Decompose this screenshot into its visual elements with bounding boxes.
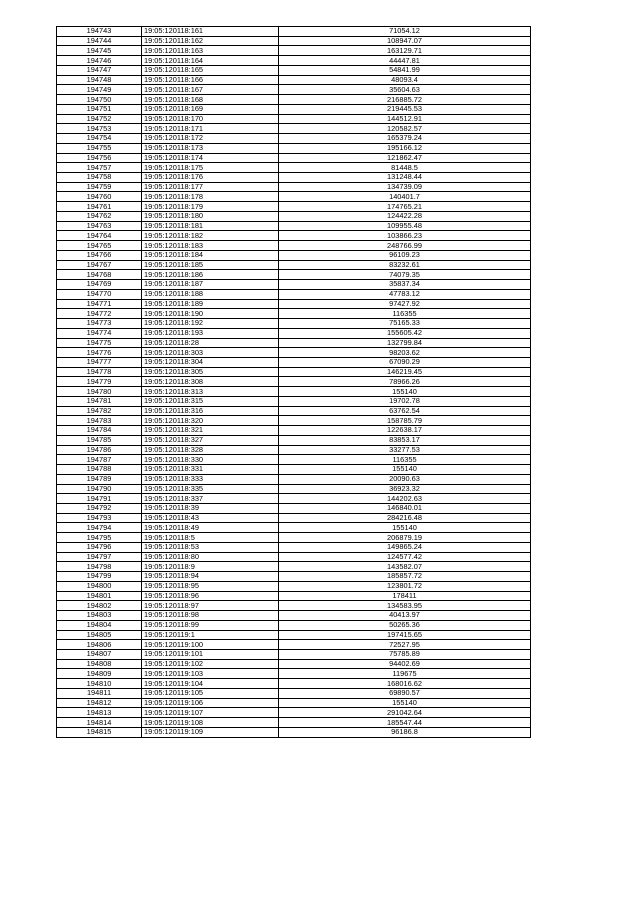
table-row	[57, 611, 531, 621]
row-number-cell: 194744	[57, 36, 142, 46]
table-body	[57, 27, 531, 738]
row-number-cell: 194795	[57, 533, 142, 543]
row-number-cell: 194754	[57, 134, 142, 144]
table-row	[57, 367, 531, 377]
value-cell: 134739.09	[279, 182, 531, 192]
cadastral-number-cell: 19:05:120118:305	[142, 367, 279, 377]
value-cell: 131248.44	[279, 173, 531, 183]
table-row	[57, 163, 531, 173]
value-cell: 75785.89	[279, 650, 531, 660]
cadastral-number-cell: 19:05:120119:105	[142, 688, 279, 698]
table-row	[57, 338, 531, 348]
cadastral-number-cell: 19:05:120118:186	[142, 270, 279, 280]
cadastral-number-cell: 19:05:120118:99	[142, 620, 279, 630]
cadastral-number-cell: 19:05:120118:182	[142, 231, 279, 241]
value-cell: 44447.81	[279, 56, 531, 66]
row-number-cell: 194775	[57, 338, 142, 348]
table-row	[57, 572, 531, 582]
value-cell: 75165.33	[279, 319, 531, 329]
table-row	[57, 630, 531, 640]
row-number-cell: 194791	[57, 494, 142, 504]
cadastral-number-cell: 19:05:120118:335	[142, 484, 279, 494]
row-number-cell: 194798	[57, 562, 142, 572]
table-row	[57, 348, 531, 358]
table-row	[57, 494, 531, 504]
value-cell: 74079.35	[279, 270, 531, 280]
value-cell: 146219.45	[279, 367, 531, 377]
cadastral-number-cell: 19:05:120118:9	[142, 562, 279, 572]
value-cell: 48093.4	[279, 75, 531, 85]
table-row	[57, 231, 531, 241]
row-number-cell: 194809	[57, 669, 142, 679]
value-cell: 116355	[279, 455, 531, 465]
cadastral-number-cell: 19:05:120118:190	[142, 309, 279, 319]
cadastral-number-cell: 19:05:120119:1	[142, 630, 279, 640]
cadastral-number-cell: 19:05:120118:328	[142, 445, 279, 455]
cadastral-number-cell: 19:05:120118:28	[142, 338, 279, 348]
row-number-cell: 194753	[57, 124, 142, 134]
value-cell: 144512.91	[279, 114, 531, 124]
value-cell: 35604.63	[279, 85, 531, 95]
row-number-cell: 194805	[57, 630, 142, 640]
value-cell: 185857.72	[279, 572, 531, 582]
table-row	[57, 289, 531, 299]
value-cell: 35837.34	[279, 280, 531, 290]
value-cell: 72527.95	[279, 640, 531, 650]
table-row	[57, 65, 531, 75]
cadastral-number-cell: 19:05:120118:177	[142, 182, 279, 192]
table-row	[57, 650, 531, 660]
cadastral-number-cell: 19:05:120118:97	[142, 601, 279, 611]
table-row	[57, 562, 531, 572]
row-number-cell: 194811	[57, 688, 142, 698]
table-row	[57, 435, 531, 445]
cadastral-number-cell: 19:05:120118:166	[142, 75, 279, 85]
cadastral-number-cell: 19:05:120118:181	[142, 221, 279, 231]
cadastral-number-cell: 19:05:120118:185	[142, 260, 279, 270]
row-number-cell: 194779	[57, 377, 142, 387]
table-row	[57, 727, 531, 737]
table-row	[57, 503, 531, 513]
value-cell: 155605.42	[279, 328, 531, 338]
value-cell: 50265.36	[279, 620, 531, 630]
row-number-cell: 194797	[57, 552, 142, 562]
table-row	[57, 270, 531, 280]
value-cell: 69890.57	[279, 688, 531, 698]
table-row	[57, 455, 531, 465]
row-number-cell: 194806	[57, 640, 142, 650]
row-number-cell: 194813	[57, 708, 142, 718]
value-cell: 140401.7	[279, 192, 531, 202]
row-number-cell: 194745	[57, 46, 142, 56]
row-number-cell: 194810	[57, 679, 142, 689]
value-cell: 36923.32	[279, 484, 531, 494]
cadastral-number-cell: 19:05:120118:43	[142, 513, 279, 523]
cadastral-number-cell: 19:05:120118:168	[142, 95, 279, 105]
cadastral-number-cell: 19:05:120118:315	[142, 396, 279, 406]
cadastral-number-cell: 19:05:120118:167	[142, 85, 279, 95]
row-number-cell: 194774	[57, 328, 142, 338]
row-number-cell: 194765	[57, 241, 142, 251]
table-row	[57, 426, 531, 436]
value-cell: 291042.64	[279, 708, 531, 718]
cadastral-number-cell: 19:05:120118:308	[142, 377, 279, 387]
table-row	[57, 484, 531, 494]
value-cell: 143582.07	[279, 562, 531, 572]
row-number-cell: 194762	[57, 211, 142, 221]
table-row	[57, 377, 531, 387]
cadastral-number-cell: 19:05:120118:171	[142, 124, 279, 134]
cadastral-number-cell: 19:05:120118:173	[142, 143, 279, 153]
row-number-cell: 194760	[57, 192, 142, 202]
cadastral-number-cell: 19:05:120118:187	[142, 280, 279, 290]
value-cell: 146840.01	[279, 503, 531, 513]
table-row	[57, 75, 531, 85]
row-number-cell: 194751	[57, 104, 142, 114]
table-row	[57, 416, 531, 426]
row-number-cell: 194758	[57, 173, 142, 183]
table-row	[57, 104, 531, 114]
table-row	[57, 27, 531, 37]
cadastral-number-cell: 19:05:120118:331	[142, 465, 279, 475]
cadastral-number-cell: 19:05:120119:102	[142, 659, 279, 669]
row-number-cell: 194815	[57, 727, 142, 737]
value-cell: 216885.72	[279, 95, 531, 105]
cadastral-number-cell: 19:05:120118:321	[142, 426, 279, 436]
value-cell: 54841.99	[279, 65, 531, 75]
value-cell: 96186.8	[279, 727, 531, 737]
cadastral-number-cell: 19:05:120118:98	[142, 611, 279, 621]
table-row	[57, 173, 531, 183]
row-number-cell: 194790	[57, 484, 142, 494]
row-number-cell: 194761	[57, 202, 142, 212]
table-row	[57, 241, 531, 251]
cadastral-number-cell: 19:05:120118:320	[142, 416, 279, 426]
cadastral-number-cell: 19:05:120118:192	[142, 319, 279, 329]
cadastral-number-cell: 19:05:120118:49	[142, 523, 279, 533]
value-cell: 284216.48	[279, 513, 531, 523]
row-number-cell: 194784	[57, 426, 142, 436]
value-cell: 163129.71	[279, 46, 531, 56]
value-cell: 33277.53	[279, 445, 531, 455]
row-number-cell: 194802	[57, 601, 142, 611]
table-row	[57, 260, 531, 270]
row-number-cell: 194763	[57, 221, 142, 231]
cadastral-number-cell: 19:05:120118:184	[142, 250, 279, 260]
row-number-cell: 194778	[57, 367, 142, 377]
value-cell: 158785.79	[279, 416, 531, 426]
row-number-cell: 194746	[57, 56, 142, 66]
cadastral-number-cell: 19:05:120118:96	[142, 591, 279, 601]
cadastral-number-cell: 19:05:120118:169	[142, 104, 279, 114]
cadastral-number-cell: 19:05:120118:304	[142, 357, 279, 367]
table-row	[57, 85, 531, 95]
table-row	[57, 250, 531, 260]
value-cell: 20090.63	[279, 474, 531, 484]
cadastral-number-cell: 19:05:120119:104	[142, 679, 279, 689]
value-cell: 63762.54	[279, 406, 531, 416]
row-number-cell: 194755	[57, 143, 142, 153]
value-cell: 155140	[279, 387, 531, 397]
value-cell: 83853.17	[279, 435, 531, 445]
value-cell: 132799.84	[279, 338, 531, 348]
row-number-cell: 194803	[57, 611, 142, 621]
cadastral-number-cell: 19:05:120119:109	[142, 727, 279, 737]
cadastral-number-cell: 19:05:120118:95	[142, 581, 279, 591]
row-number-cell: 194783	[57, 416, 142, 426]
table-row	[57, 134, 531, 144]
value-cell: 78966.26	[279, 377, 531, 387]
value-cell: 98203.62	[279, 348, 531, 358]
row-number-cell: 194814	[57, 718, 142, 728]
table-row	[57, 640, 531, 650]
table-row	[57, 319, 531, 329]
row-number-cell: 194772	[57, 309, 142, 319]
table-row	[57, 591, 531, 601]
cadastral-number-cell: 19:05:120118:162	[142, 36, 279, 46]
row-number-cell: 194807	[57, 650, 142, 660]
table-row	[57, 669, 531, 679]
value-cell: 165379.24	[279, 134, 531, 144]
value-cell: 219445.53	[279, 104, 531, 114]
cadastral-number-cell: 19:05:120118:170	[142, 114, 279, 124]
value-cell: 174765.21	[279, 202, 531, 212]
cadastral-number-cell: 19:05:120118:80	[142, 552, 279, 562]
value-cell: 124577.42	[279, 552, 531, 562]
row-number-cell: 194768	[57, 270, 142, 280]
cadastral-number-cell: 19:05:120118:180	[142, 211, 279, 221]
table-row	[57, 698, 531, 708]
cadastral-number-cell: 19:05:120119:106	[142, 698, 279, 708]
row-number-cell: 194777	[57, 357, 142, 367]
table-row	[57, 552, 531, 562]
value-cell: 120582.57	[279, 124, 531, 134]
table-row	[57, 114, 531, 124]
table-row	[57, 192, 531, 202]
cadastral-number-cell: 19:05:120118:337	[142, 494, 279, 504]
table-row	[57, 513, 531, 523]
table-row	[57, 406, 531, 416]
table-row	[57, 357, 531, 367]
value-cell: 195166.12	[279, 143, 531, 153]
row-number-cell: 194752	[57, 114, 142, 124]
cadastral-number-cell: 19:05:120118:313	[142, 387, 279, 397]
cadastral-number-cell: 19:05:120118:188	[142, 289, 279, 299]
cadastral-number-cell: 19:05:120118:53	[142, 542, 279, 552]
cadastral-number-cell: 19:05:120118:189	[142, 299, 279, 309]
cadastral-number-cell: 19:05:120118:5	[142, 533, 279, 543]
table-row	[57, 718, 531, 728]
table-row	[57, 309, 531, 319]
value-cell: 124422.28	[279, 211, 531, 221]
table-row	[57, 182, 531, 192]
cadastral-number-cell: 19:05:120119:103	[142, 669, 279, 679]
table-row	[57, 474, 531, 484]
row-number-cell: 194792	[57, 503, 142, 513]
value-cell: 155140	[279, 523, 531, 533]
cadastral-number-cell: 19:05:120118:327	[142, 435, 279, 445]
row-number-cell: 194804	[57, 620, 142, 630]
cadastral-number-cell: 19:05:120118:175	[142, 163, 279, 173]
row-number-cell: 194788	[57, 465, 142, 475]
table-row	[57, 328, 531, 338]
value-cell: 134583.95	[279, 601, 531, 611]
table-row	[57, 581, 531, 591]
table-row	[57, 95, 531, 105]
row-number-cell: 194769	[57, 280, 142, 290]
value-cell: 144202.63	[279, 494, 531, 504]
row-number-cell: 194801	[57, 591, 142, 601]
value-cell: 71054.12	[279, 27, 531, 37]
value-cell: 155140	[279, 465, 531, 475]
cadastral-number-cell: 19:05:120118:176	[142, 173, 279, 183]
row-number-cell: 194781	[57, 396, 142, 406]
cadastral-number-cell: 19:05:120118:164	[142, 56, 279, 66]
cadastral-number-cell: 19:05:120118:333	[142, 474, 279, 484]
value-cell: 19702.78	[279, 396, 531, 406]
table-row	[57, 46, 531, 56]
row-number-cell: 194773	[57, 319, 142, 329]
row-number-cell: 194747	[57, 65, 142, 75]
table-row	[57, 153, 531, 163]
row-number-cell: 194812	[57, 698, 142, 708]
cadastral-number-cell: 19:05:120118:165	[142, 65, 279, 75]
value-cell: 178411	[279, 591, 531, 601]
value-cell: 206879.19	[279, 533, 531, 543]
value-cell: 47783.12	[279, 289, 531, 299]
table-row	[57, 280, 531, 290]
value-cell: 96109.23	[279, 250, 531, 260]
row-number-cell: 194756	[57, 153, 142, 163]
value-cell: 97427.92	[279, 299, 531, 309]
cadastral-number-cell: 19:05:120118:303	[142, 348, 279, 358]
value-cell: 122638.17	[279, 426, 531, 436]
cadastral-number-cell: 19:05:120119:108	[142, 718, 279, 728]
value-cell: 168016.62	[279, 679, 531, 689]
value-cell: 108947.07	[279, 36, 531, 46]
table-row	[57, 601, 531, 611]
row-number-cell: 194749	[57, 85, 142, 95]
row-number-cell: 194770	[57, 289, 142, 299]
cadastral-number-cell: 19:05:120118:39	[142, 503, 279, 513]
table-row	[57, 523, 531, 533]
row-number-cell: 194767	[57, 260, 142, 270]
cadastral-number-cell: 19:05:120118:174	[142, 153, 279, 163]
row-number-cell: 194764	[57, 231, 142, 241]
row-number-cell: 194789	[57, 474, 142, 484]
row-number-cell: 194771	[57, 299, 142, 309]
row-number-cell: 194757	[57, 163, 142, 173]
value-cell: 109955.48	[279, 221, 531, 231]
row-number-cell: 194759	[57, 182, 142, 192]
row-number-cell: 194787	[57, 455, 142, 465]
data-table	[56, 26, 531, 738]
table-row	[57, 202, 531, 212]
cadastral-number-cell: 19:05:120119:101	[142, 650, 279, 660]
table-row	[57, 211, 531, 221]
table-row	[57, 679, 531, 689]
value-cell: 123801.72	[279, 581, 531, 591]
table-row	[57, 542, 531, 552]
table-row	[57, 708, 531, 718]
row-number-cell: 194799	[57, 572, 142, 582]
value-cell: 81448.5	[279, 163, 531, 173]
cadastral-number-cell: 19:05:120118:179	[142, 202, 279, 212]
table-row	[57, 396, 531, 406]
row-number-cell: 194776	[57, 348, 142, 358]
row-number-cell: 194782	[57, 406, 142, 416]
value-cell: 94402.69	[279, 659, 531, 669]
row-number-cell: 194796	[57, 542, 142, 552]
cadastral-number-cell: 19:05:120119:107	[142, 708, 279, 718]
value-cell: 116355	[279, 309, 531, 319]
value-cell: 40413.97	[279, 611, 531, 621]
row-number-cell: 194780	[57, 387, 142, 397]
cadastral-number-cell: 19:05:120118:163	[142, 46, 279, 56]
value-cell: 67090.29	[279, 357, 531, 367]
cadastral-number-cell: 19:05:120118:330	[142, 455, 279, 465]
row-number-cell: 194793	[57, 513, 142, 523]
cadastral-number-cell: 19:05:120118:94	[142, 572, 279, 582]
cadastral-number-cell: 19:05:120119:100	[142, 640, 279, 650]
value-cell: 119675	[279, 669, 531, 679]
value-cell: 197415.65	[279, 630, 531, 640]
table-row	[57, 659, 531, 669]
cadastral-number-cell: 19:05:120118:178	[142, 192, 279, 202]
value-cell: 149865.24	[279, 542, 531, 552]
row-number-cell: 194785	[57, 435, 142, 445]
table-row	[57, 221, 531, 231]
table-row	[57, 533, 531, 543]
table-row	[57, 465, 531, 475]
row-number-cell: 194750	[57, 95, 142, 105]
row-number-cell: 194808	[57, 659, 142, 669]
cadastral-number-cell: 19:05:120118:172	[142, 134, 279, 144]
table-row	[57, 143, 531, 153]
value-cell: 121862.47	[279, 153, 531, 163]
table-row	[57, 56, 531, 66]
value-cell: 83232.61	[279, 260, 531, 270]
row-number-cell: 194766	[57, 250, 142, 260]
cadastral-number-cell: 19:05:120118:161	[142, 27, 279, 37]
table-row	[57, 387, 531, 397]
table-row	[57, 688, 531, 698]
value-cell: 103866.23	[279, 231, 531, 241]
cadastral-number-cell: 19:05:120118:183	[142, 241, 279, 251]
table-row	[57, 620, 531, 630]
cadastral-number-cell: 19:05:120118:193	[142, 328, 279, 338]
table-row	[57, 124, 531, 134]
cadastral-number-cell: 19:05:120118:316	[142, 406, 279, 416]
row-number-cell: 194800	[57, 581, 142, 591]
table-row	[57, 445, 531, 455]
row-number-cell: 194786	[57, 445, 142, 455]
table-row	[57, 36, 531, 46]
value-cell: 155140	[279, 698, 531, 708]
value-cell: 185547.44	[279, 718, 531, 728]
row-number-cell: 194748	[57, 75, 142, 85]
row-number-cell: 194743	[57, 27, 142, 37]
table-row	[57, 299, 531, 309]
row-number-cell: 194794	[57, 523, 142, 533]
value-cell: 248766.99	[279, 241, 531, 251]
